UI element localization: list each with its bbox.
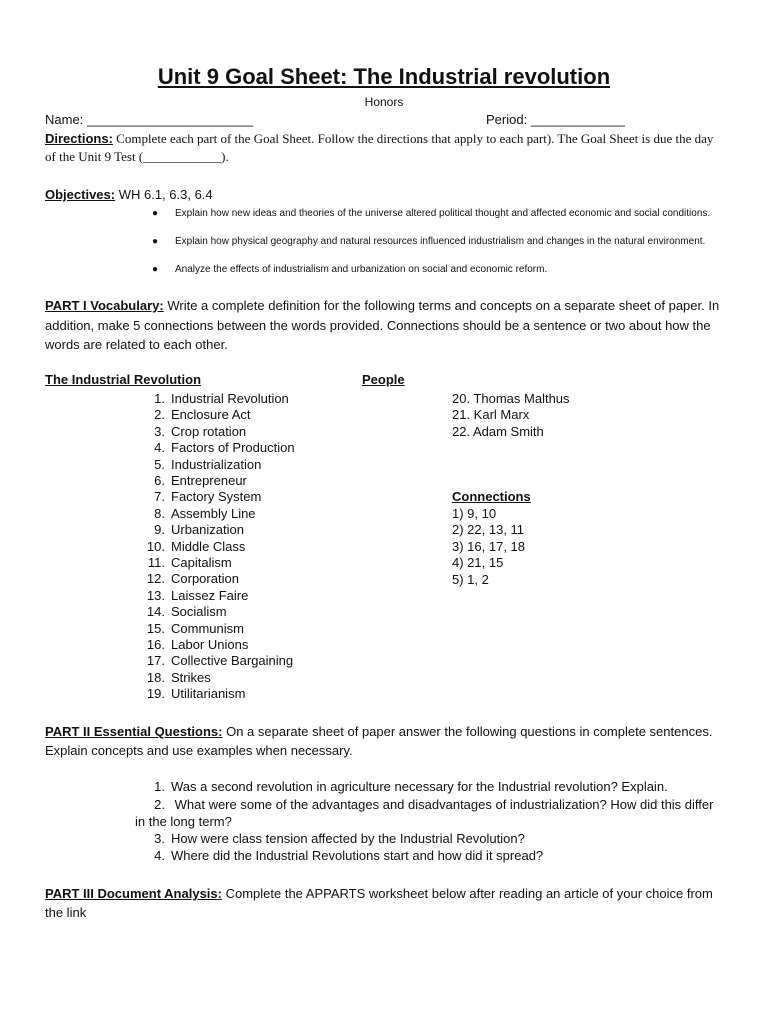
part1-intro bbox=[45, 296, 725, 355]
term-number: 3. bbox=[154, 423, 165, 439]
term-number: 17. bbox=[146, 653, 165, 669]
col-header-people: People bbox=[362, 372, 405, 387]
term-number: 10. bbox=[146, 538, 165, 554]
person-item: 22. Adam Smith bbox=[452, 423, 544, 439]
objective-text: Explain how physical geography and natural resources influenced industrialism and changes in the natural environment. bbox=[175, 236, 706, 247]
directions bbox=[45, 130, 725, 166]
term-number: 15. bbox=[146, 620, 165, 636]
term-text: Factors of Production bbox=[171, 440, 295, 456]
vocabulary-term bbox=[135, 522, 244, 537]
term-number: 9. bbox=[154, 522, 165, 538]
term-text: Utilitarianism bbox=[171, 686, 246, 702]
bullet-icon: ● bbox=[151, 236, 159, 247]
vocabulary-term bbox=[135, 489, 261, 504]
period-line bbox=[486, 112, 625, 127]
term-number: 5. bbox=[154, 456, 165, 472]
part3-label: PART III Document Analysis: bbox=[45, 886, 222, 901]
term-text: Labor Unions bbox=[171, 637, 249, 652]
page-title: Unit 9 Goal Sheet: The Industrial revolution bbox=[157, 64, 611, 89]
term-text: Factory System bbox=[171, 489, 262, 505]
question-item: 3. How were class tension affected by the Industrial Revolution? bbox=[154, 831, 525, 846]
objectives-label: Objectives: bbox=[45, 187, 116, 202]
vocabulary-term bbox=[135, 440, 295, 455]
connection-item: 1) 9, 10 bbox=[452, 506, 497, 521]
part1-text: Write a complete definition for the following terms and concepts on a separate sheet of paper. In addition, make 5 connections between the words provided. Connections should be a sentence or two about how the words are related to each other. bbox=[45, 298, 720, 352]
vocabulary-term bbox=[135, 506, 256, 521]
vocabulary-term bbox=[135, 571, 239, 586]
col-header-industrial-revolution: The Industrial Revolution bbox=[45, 372, 202, 387]
term-text: Collective Bargaining bbox=[171, 653, 294, 669]
connection-item: 2) 22, 13, 11 bbox=[452, 522, 525, 538]
objective-item bbox=[135, 235, 725, 249]
name-label: Name: bbox=[45, 112, 84, 127]
vocabulary-term bbox=[135, 424, 246, 439]
term-text: Entrepreneur bbox=[171, 473, 247, 488]
term-number: 19. bbox=[146, 686, 165, 702]
vocabulary-term bbox=[135, 539, 245, 554]
term-number: 18. bbox=[146, 669, 165, 685]
term-text: Socialism bbox=[171, 604, 227, 620]
part3-text: Complete the APPARTS worksheet below after reading an article of your choice from the link bbox=[45, 886, 713, 920]
period-label: Period: bbox=[486, 112, 528, 127]
connection-item: 5) 1, 2 bbox=[452, 571, 489, 587]
vocabulary-term bbox=[135, 588, 248, 603]
term-text: Strikes bbox=[171, 669, 211, 685]
term-text: Middle Class bbox=[171, 538, 246, 554]
name-blank: _______________________ bbox=[86, 112, 254, 127]
question-item: 4. Where did the Industrial Revolutions start and how did it spread? bbox=[154, 848, 544, 863]
part3-intro bbox=[45, 884, 725, 922]
page-subtitle: Honors bbox=[364, 95, 404, 109]
connection-item: 3) 16, 17, 18 bbox=[452, 538, 525, 554]
part2-text: On a separate sheet of paper answer the following questions in complete sentences. Explain concepts and use examples when necessary. bbox=[45, 724, 713, 758]
objective-item bbox=[135, 207, 725, 221]
period-blank: _____________ bbox=[530, 112, 625, 127]
vocabulary-term bbox=[135, 604, 227, 619]
term-number: 1. bbox=[154, 391, 165, 406]
vocabulary-term bbox=[135, 407, 251, 422]
term-text: Enclosure Act bbox=[171, 407, 251, 423]
part1-label: PART I Vocabulary: bbox=[45, 298, 164, 313]
term-number: 7. bbox=[154, 489, 165, 505]
term-number: 4. bbox=[154, 440, 165, 456]
term-number: 2. bbox=[154, 407, 165, 423]
objective-text: Explain how new ideas and theories of the universe altered political thought and affected economic and social conditions. bbox=[175, 208, 711, 219]
objectives-codes: WH 6.1, 6.3, 6.4 bbox=[115, 187, 213, 202]
vocabulary-term bbox=[135, 637, 248, 652]
term-number: 16. bbox=[146, 637, 165, 652]
directions-label: Directions: bbox=[45, 131, 113, 146]
term-text: Assembly Line bbox=[171, 505, 256, 521]
objective-item bbox=[135, 263, 725, 277]
term-text: Urbanization bbox=[171, 522, 244, 538]
vocabulary-term bbox=[135, 653, 293, 668]
term-number: 14. bbox=[146, 604, 165, 620]
bullet-icon: ● bbox=[151, 208, 159, 219]
vocabulary-term bbox=[135, 621, 244, 636]
question-item: 1. Was a second revolution in agriculture necessary for the Industrial revolution? Explain. bbox=[154, 779, 668, 794]
part2-intro bbox=[45, 722, 725, 760]
name-line bbox=[45, 112, 253, 127]
term-text: Laissez Faire bbox=[171, 587, 249, 603]
vocabulary-term bbox=[135, 473, 247, 488]
vocabulary-term bbox=[135, 686, 245, 701]
term-number: 8. bbox=[154, 505, 165, 521]
term-text: Capitalism bbox=[171, 555, 232, 570]
vocabulary-term bbox=[135, 391, 289, 406]
term-text: Industrialization bbox=[171, 456, 262, 472]
term-number: 11. bbox=[147, 555, 165, 570]
term-number: 6. bbox=[154, 473, 165, 488]
connections-header: Connections bbox=[452, 489, 531, 504]
term-text: Crop rotation bbox=[171, 423, 247, 439]
term-number: 12. bbox=[146, 571, 165, 587]
vocabulary-term bbox=[135, 670, 211, 685]
vocabulary-term bbox=[135, 555, 232, 570]
part2-label: PART II Essential Questions: bbox=[45, 724, 223, 739]
objective-text: Analyze the effects of industrialism and urbanization on social and economic reform. bbox=[175, 264, 548, 275]
connection-item: 4) 21, 15 bbox=[452, 555, 504, 571]
person-item: 21. Karl Marx bbox=[452, 407, 530, 423]
directions-text: Complete each part of the Goal Sheet. Follow the directions that apply to each part). The Goal Sheet is due the day of the Unit 9 Test (____________). bbox=[45, 131, 714, 164]
term-text: Communism bbox=[171, 620, 244, 636]
bullet-icon: ● bbox=[151, 264, 159, 275]
vocabulary-term bbox=[135, 457, 261, 472]
person-item: 20. Thomas Malthus bbox=[452, 391, 570, 406]
term-text: Corporation bbox=[171, 571, 239, 587]
objectives-heading bbox=[45, 187, 213, 202]
question-item: 2. What were some of the advantages and disadvantages of industrialization? How did this differ in the long term? bbox=[135, 797, 714, 829]
term-number: 13. bbox=[146, 587, 165, 603]
term-text: Industrial Revolution bbox=[171, 391, 289, 406]
